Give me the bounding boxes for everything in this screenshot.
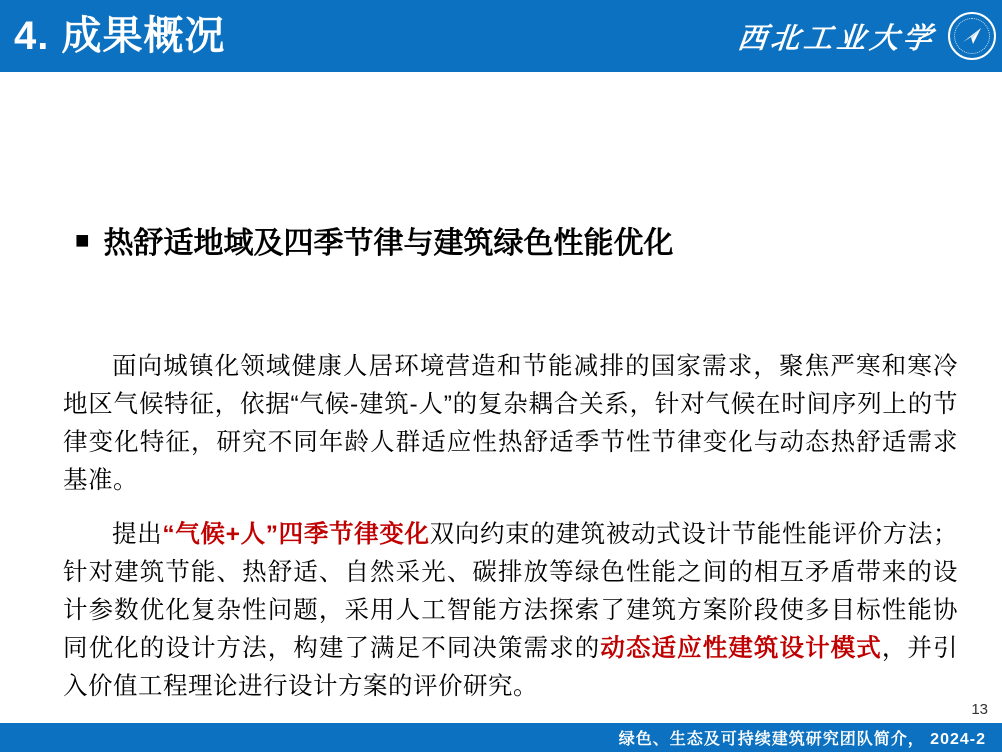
slide-header-bar — [0, 0, 1002, 72]
paragraph2-highlight-seasonal-rhythm: 四季节律变化 — [278, 521, 430, 548]
square-bullet-icon: ■ — [75, 227, 90, 254]
paragraph-research-background: 面向城镇化领域健康人居环境营造和节能减排的国家需求，聚焦严寒和寒冷地区气候特征，依据“气候-建筑-人”的复杂耦合关系，针对气候在时间序列上的节律变化特征，研究不同年龄人群适应性热舒适季节性节律变化与动态热舒适需求基准。 — [63, 353, 958, 494]
section-heading — [75, 218, 674, 262]
footer-text: 绿色、生态及可持续建筑研究团队简介， 2024-2 — [618, 731, 986, 748]
section-heading-text: 热舒适地域及四季节律与建筑绿色性能优化 — [103, 227, 674, 260]
paragraph2-segment: 双向约束的建筑被动式设计节能性能评价方法；针对建筑节能、热舒适、自然采光、碳排放等绿色性能之间的相互矛盾带来的设计参数优化复杂性问题，采用人工智能方法探索了建筑方案阶段使多目标性能协同优化的设计方法，构建了满足不同决策需求的 — [63, 521, 959, 662]
paragraph2-segment: ，并引入价值工程理论进行设计方案的评价研究。 — [63, 635, 959, 700]
paper-plane-icon — [954, 18, 990, 54]
page-number: 13 — [971, 701, 988, 718]
university-seal-icon — [948, 12, 996, 60]
university-name: 西北工业大学 — [736, 20, 938, 55]
paragraph2-highlight-design-mode: 动态适应性建筑设计模式 — [600, 635, 882, 662]
paragraph2-highlight-climate-human: “气候+人” — [162, 521, 279, 548]
header-branding — [738, 12, 1002, 60]
paragraph2-segment: 提出 — [112, 521, 163, 548]
paragraph-research-results — [63, 516, 958, 706]
slide-title: 4. 成果概况 — [14, 14, 226, 58]
slide-footer-bar — [0, 723, 1002, 752]
